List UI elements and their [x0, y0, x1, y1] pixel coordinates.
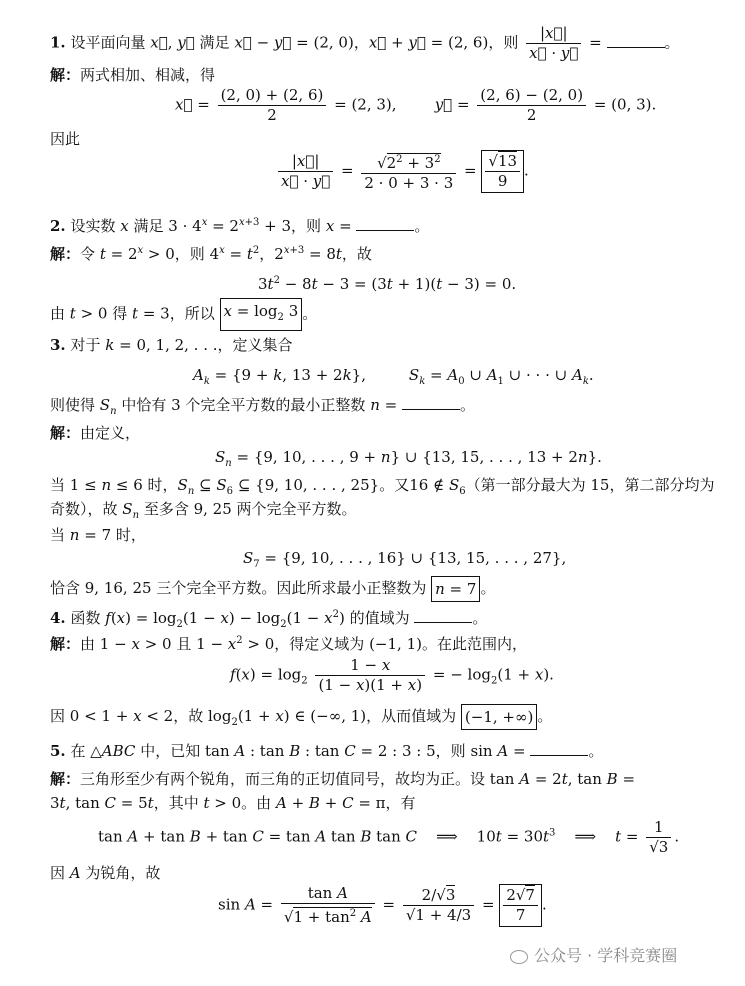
text: 。 [588, 742, 604, 760]
answer-blank [356, 216, 414, 231]
solution-label: 解： [50, 245, 81, 263]
watermark [510, 943, 677, 966]
problem-2-conclusion: 由 t > 0 得 t = 3，所以 $x = \log_2 3$ 。 [50, 298, 317, 331]
text: 在 [70, 742, 86, 760]
text: 。由 [241, 794, 272, 812]
text: （第一部分最大为 15，第二部分均为 [465, 476, 715, 494]
text: 时， [147, 476, 178, 494]
text: 令 [80, 245, 96, 263]
problem-2-solution: 解：令 $t = 2^x > 0$，则 $4^x = t^2$，$2^{x+3} = 8t$，故 [50, 245, 372, 263]
equation: $f(x) = \log_2$ $\frac{1 - x}{(1 - x)(1 + x)}$ = − $\log_2(1 + x)$. [230, 656, 554, 694]
text: ，得定义域为 [274, 635, 365, 653]
problem-3-conclusion [50, 576, 495, 602]
text: 因 [50, 707, 66, 725]
text: 。 [414, 217, 430, 235]
answer-box: $x = \log_2 3$ [220, 298, 303, 331]
problem-5-solution: 解：三角形至少有两个锐角，而三角的正切值同号，故均为正。设 tan A = 2t, tan B = [50, 770, 636, 788]
problem-3-line: 当 n = 7 时， [50, 526, 146, 544]
problem-4-solution: 解：由 1 − x > 0 且 $1 - x^2 > 0$，得定义域为 (−1, 1)。在此范围内， [50, 635, 527, 653]
problem-3-question: 则使得 $S_n$ 中恰有 3 个完全平方数的最小正整数 n = 。 [50, 396, 475, 417]
text: ，故 [341, 245, 372, 263]
answer-box: $\frac{√13}{9}$ [481, 150, 524, 193]
equation: $3t^2 - 8t - 3 = (3t + 1)(t - 3) = 0$. [258, 275, 517, 293]
answer-blank [607, 33, 665, 48]
equation: sin A = $\frac{\text{tan A}}{√1 + \tan^2 A}$ = $\frac{2/√3}{√1 + 4/3}$ = $\frac{2√7}{7}$ . [218, 884, 547, 926]
text: 设平面向量 [70, 33, 146, 52]
fraction: $\frac{|x⃗|}{x⃗ \cdot y⃗}$ [526, 24, 581, 63]
text: 。 [472, 609, 488, 627]
text: 。 [664, 33, 680, 52]
solution-label: 解： [50, 66, 81, 84]
text: ，从而值域为 [366, 707, 457, 725]
text: 。 [459, 396, 475, 414]
text: 函数 [70, 609, 101, 627]
equation: $\frac{|x⃗|}{x⃗ \cdot y⃗}$ = $\frac{√2^2 + 3^2}{2 \cdot 0 + 3 \cdot 3}$ = $\frac{√13}{9}$ . [275, 150, 529, 193]
wechat-icon [510, 950, 528, 964]
answer-box: $\frac{2√7}{7}$ [499, 884, 542, 927]
answer-box: (−1, +∞) [461, 704, 537, 730]
equation: x⃗ = $\frac{(2, 0) + (2, 6)}{2}$ = (2, 3), y⃗ = $\frac{(2, 6) - (2, 0)}{2}$ = (0, 3). [175, 86, 657, 124]
text: 设实数 [70, 217, 116, 235]
text: ，则 [488, 33, 519, 52]
solution-label: 解： [50, 635, 81, 653]
text: 中，已知 [140, 742, 201, 760]
text: 因此 [50, 130, 81, 148]
text: 由 [80, 635, 96, 653]
problem-3-solution-intro [50, 422, 140, 444]
text: 当 [50, 476, 66, 494]
text: 当 [50, 526, 66, 544]
problem-5-solution-cont: 3t, tan C = 5t，其中 t > 0。由 A + B + C = π，有 [50, 794, 416, 812]
problem-5-statement: 5. 在 △ABC 中，已知 tan A : tan B : tan C = 2 : 3 : 5，则 sin A = 。 [50, 742, 604, 760]
equation: $S_7 = \{9$, 10, . . . , 16} ∪ {13, 15, . . . , 27}, [243, 549, 567, 570]
problem-5-conclusion: 因 A 为锐角，故 [50, 864, 161, 882]
text: ，定义集合 [217, 336, 293, 354]
text: 对于 [70, 336, 101, 354]
answer-blank [530, 741, 588, 756]
text: 因 [50, 864, 66, 882]
problem-number: 1. [50, 33, 66, 52]
text: 的值域为 [349, 609, 410, 627]
text: 满足 [133, 217, 164, 235]
equation: $A_k = \{9 + k$, 13 + 2k}, $S_k = A_0$ ∪ $A_1$ ∪ · · · ∪ $A_k$. [193, 366, 594, 387]
text: 三角形至少有两个锐角，而三角的正切值同号，故均为正。设 [80, 770, 486, 788]
text: ，故 [173, 707, 204, 725]
text: 。又 [379, 476, 410, 494]
text: 。 [537, 707, 553, 725]
text: 中恰有 3 个完全平方数的最小正整数 [121, 396, 366, 414]
text: 得 [112, 304, 128, 323]
answer-blank [414, 608, 472, 623]
text: ，所以 [169, 304, 215, 323]
solution-label: 解： [50, 770, 81, 788]
problem-3-line: 当 1 ≤ n ≤ 6 时，$S_n$ ⊆ $S_6$ ⊆ {9, 10, . . . , 25}。又16 ∉ $S_6$（第一部分最大为 15，第二部分均为 [50, 476, 715, 497]
text: 恰含 9, 16, 25 三个完全平方数。因此所求最小正整数为 [50, 579, 427, 597]
text: 为锐角，故 [85, 864, 161, 882]
problem-number: 4. [50, 609, 66, 627]
equation: $S_n = \{9$, 10, . . . , 9 + n} ∪ {13, 15, . . . , 13 + 2n}. [215, 448, 602, 469]
problem-number: 3. [50, 336, 66, 354]
problem-1-solution-intro [50, 64, 215, 86]
problem-1-statement: 1. 设平面向量 x⃗, y⃗ 满足 x⃗ − y⃗ = (2, 0)，x⃗ + y⃗ = (2, 6)，则 $\frac{|x⃗|}{x⃗ \cdot y⃗}$ = 。 [50, 24, 680, 62]
text: 满足 [199, 33, 230, 52]
problem-2-statement: 2. 设实数 x 满足 $3 \cdot 4^x = 2^{x+3} + 3$，则 x = 。 [50, 217, 430, 235]
text: 由定义， [80, 424, 141, 442]
text: 。 [480, 579, 496, 597]
text: 奇数），故 [50, 500, 118, 518]
text: 由 [50, 304, 66, 323]
problem-1-therefore [50, 128, 80, 150]
text: 则使得 [50, 396, 96, 414]
watermark-text: 公众号 · 学科竞赛圈 [534, 946, 678, 965]
answer-box: n = 7 [431, 576, 480, 602]
text: ，则 [174, 245, 205, 263]
solution-label: 解： [50, 424, 81, 442]
text: ，有 [385, 794, 416, 812]
problem-3-line: 奇数），故 $S_n$ 至多含 9, 25 两个完全平方数。 [50, 500, 357, 521]
text: ，则 [291, 217, 322, 235]
answer-blank [402, 395, 460, 410]
text: ，则 [435, 742, 466, 760]
problem-3-statement: 3. 对于 k = 0, 1, 2, . . .，定义集合 [50, 336, 293, 354]
problem-number: 5. [50, 742, 66, 760]
text: ，其中 [153, 794, 199, 812]
text: 时， [115, 526, 146, 544]
problem-4-statement: 4. 函数 $f(x) = \log_2(1 - x) - \log_2(1 - x^2)$ 的值域为 。 [50, 609, 488, 630]
text: 至多含 9, 25 两个完全平方数。 [143, 500, 357, 518]
text: 。在此范围内， [421, 635, 527, 653]
problem-4-conclusion: 因 0 < 1 + x < 2，故 $\log_2(1 + x)$ ∈ (−∞, 1)，从而值域为 (−1, +∞) 。 [50, 704, 552, 734]
text: 且 [176, 635, 192, 653]
problem-number: 2. [50, 217, 66, 235]
text: 两式相加、相减，得 [80, 66, 216, 84]
equation: tan A + tan B + tan C = tan A tan B tan C ⟹ $10t = 30t^3$ ⟹ t = $\frac{1}{√3}$ . [98, 818, 680, 856]
text: 。 [302, 304, 318, 323]
